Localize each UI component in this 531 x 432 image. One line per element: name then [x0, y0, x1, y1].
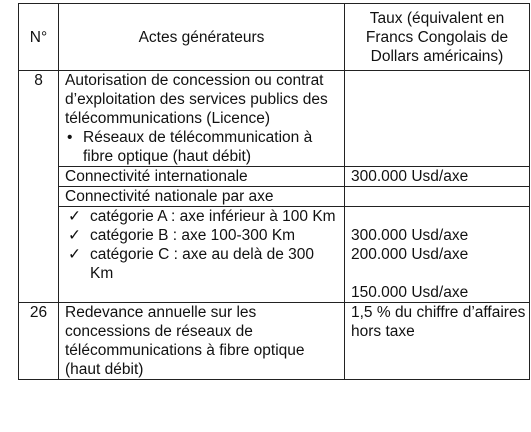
- row-26-number: 26: [19, 303, 59, 380]
- tariff-table-container: [18, 3, 529, 429]
- row-8-title-cell: [59, 71, 345, 167]
- rate-c: 150.000 Usd/axe: [351, 284, 469, 301]
- category-a-item: [62, 207, 341, 226]
- categories-rates-cell: [345, 207, 530, 303]
- intl-label: Connectivité internationale: [59, 167, 345, 187]
- rate-a: 300.000 Usd/axe: [351, 227, 469, 244]
- category-b-text: catégorie B : axe 100-300 Km: [90, 227, 296, 244]
- header-acts: Actes générateurs: [59, 4, 345, 71]
- row-8-bullet-item: [65, 128, 341, 166]
- row-8-bullet-text: Réseaux de télécommunication à fibre optique (haut débit): [83, 129, 313, 165]
- check-icon: ✓: [68, 227, 81, 244]
- national-rate-empty: [345, 187, 530, 207]
- rate-spacer: [351, 264, 526, 283]
- row-26-title: Redevance annuelle sur les concessions de réseaux de télécommunications à fibre optique (haut débit): [59, 303, 345, 380]
- category-b-item: [62, 226, 341, 245]
- row-8-national: [19, 187, 530, 207]
- header-number: N°: [19, 4, 59, 71]
- bullet-icon: •: [67, 129, 73, 146]
- rate-b: 200.000 Usd/axe: [351, 246, 469, 263]
- check-icon: ✓: [68, 208, 81, 225]
- row-26: [19, 303, 530, 380]
- header-rate: Taux (équivalent en Francs Congolais de Dollars américains): [345, 4, 530, 71]
- category-c-text: catégorie C : axe au delà de 300 Km: [90, 246, 315, 282]
- header-row: [19, 4, 530, 71]
- tariff-table: [18, 3, 530, 380]
- check-icon: ✓: [68, 246, 81, 263]
- intl-rate: 300.000 Usd/axe: [345, 167, 530, 187]
- category-c-item: [62, 245, 341, 283]
- categories-cell: [59, 207, 345, 303]
- national-label: Connectivité nationale par axe: [59, 187, 345, 207]
- row-8-categories: [19, 207, 530, 303]
- rate-spacer: [351, 207, 526, 226]
- row-8-number: 8: [19, 71, 59, 303]
- row-8-title-rate: [345, 71, 530, 167]
- row-8-international: [19, 167, 530, 187]
- row-8-title: [19, 71, 530, 167]
- row-8-title-text: Autorisation de concession ou contrat d’exploitation des services publics des télécommunications (Licence): [65, 72, 328, 127]
- category-a-text: catégorie A : axe inférieur à 100 Km: [90, 208, 336, 225]
- row-26-rate: 1,5 % du chiffre d’affaires hors taxe: [345, 303, 530, 380]
